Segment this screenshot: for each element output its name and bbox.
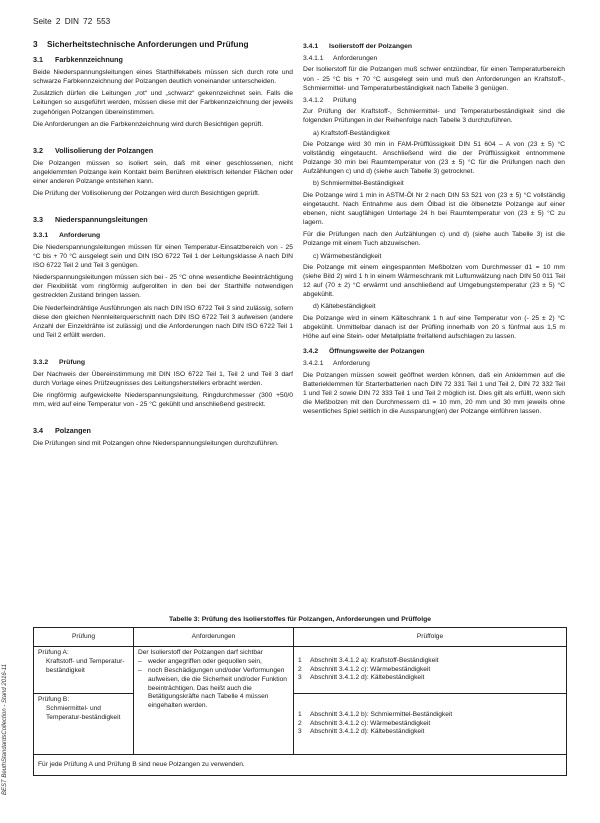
- paragraph: Zur Prüfung der Kraftstoff-, Schmiermittel- und Temperaturbeständigkeit sind die folgenden Prüfungen in der Reihenfolge nach Tabelle 3 durchzuführen.: [303, 108, 565, 125]
- paragraph: Die Prüfung der Vollisolierung der Polzangen wird durch Besichtigen geprüft.: [33, 190, 260, 198]
- paragraph: Die Prüfungen sind mit Polzangen ohne Niederspannungsleitungen durchzuführen.: [33, 440, 279, 448]
- sequence-step: 3 Abschnitt 3.4.1.2 d): Kältebeständigkeit: [298, 674, 425, 682]
- page-header: [33, 17, 110, 26]
- paragraph: Zusätzlich dürfen die Leitungen „rot“ und „schwarz“ gekennzeichnet sein. Falls die Leitungen so ausgeführt werden, müssen diese mit der Farbkennzeichnung der jeweils zugehörigen Polzangen übereinstimmen.: [33, 90, 293, 116]
- section-3-4-1-heading: 3.4.1 Isolierstoff der Polzangen: [303, 43, 413, 50]
- section-3-4-2-heading: 3.4.2 Öffnungsweite der Polzangen: [303, 348, 425, 356]
- paragraph: Beide Niederspannungsleitungen eines Starthilfekabels müssen sich durch rote und schwarze Farbkennzeichnung der Polzangen deutlich voneinander unterscheiden.: [33, 68, 293, 85]
- paragraph: Der Isolierstoff für die Polzangen muß schwer entzündbar, für einen Temperaturbereich von - 25 °C bis + 70 °C ausgelegt sein und muß den Anforderungen an Kraftstoff-, Schmiermittel- und Temperaturbeständigkeit nach Tabelle 3 genügen.: [303, 66, 565, 92]
- requirement-intro: Der Isolierstoff der Polzangen darf sichtbar: [138, 649, 263, 656]
- test-name-cell: [34, 647, 134, 694]
- section-3-3-heading: 3.3 Niederspannungsleitungen: [33, 215, 148, 225]
- paragraph: Die Nederfeindrähtige Ausführungen als nach DIN ISO 6722 Teil 3 sind zulässig, sofern diese den gleichen Nennleiterquerschnitt nach DIN ISO 6722 Teil 3 aufweisen (andere Anzahl der Einzeldrähte ist zulässig) und die Anforderungen nach DIN ISO 6722 Teil 1 und Teil 2 erfüllt werden.: [33, 304, 293, 340]
- section-3-4-heading: 3.4 Polzangen: [33, 426, 91, 436]
- test-label: Prüfung A:: [38, 649, 69, 656]
- item-c-text: Die Polzange mit einem eingespannten Meßbolzen vom Durchmesser d1 = 10 mm (siehe Bild 2) wird 1 h in einem Wärmeschrank mit Luftumwälzung nach DIN 50 011 Teil 12 auf (70 ± 2) °C erwärmt und anschließend auf Umgebungstemperatur (23 ± 5) °C abgekühlt.: [303, 263, 565, 299]
- right-column: [303, 42, 565, 419]
- section-3-4-2-1-heading: 3.4.2.1 Anforderung: [303, 360, 370, 368]
- table-footer-row: [34, 755, 567, 776]
- section-3-1-heading: 3.1 Farbkennzeichnung: [33, 54, 123, 64]
- item-a-title: a) Kraftstoff-Beständigkeit: [313, 129, 390, 137]
- requirement-item: – noch Beschädigungen und/oder Verformungen aufweisen, die die Sicherheit und/oder Funktion beeinträchtigen. Das heißt auch die Betätigungskräfte nach Tabelle 4 müssen eingehalten werden.: [138, 666, 287, 710]
- table-row: [34, 694, 567, 755]
- item-b-title: b) Schmiermittel-Beständigkeit: [313, 180, 404, 188]
- standard-number: DIN 72 553: [64, 17, 111, 26]
- paragraph: Niederspannungsleitungen müssen sich bei - 25 °C ohne wesentliche Beeinträchtigung der Flexibilität vom ringförmig aufgerollten in den bei der Starthilfe notwendigen gestreckten Zustand bringen lassen.: [33, 274, 293, 300]
- section-3-4-1-1-heading: 3.4.1.1 Anforderungen: [303, 55, 378, 63]
- column-header: Prüfung: [34, 628, 134, 647]
- paragraph: Die ringförmig aufgewickelte Niederspannungsleitung, Ringdurchmesser (300 +50/0 mm, wird auf eine Temperatur von - 25 °C gekühlt und anschließend gestreckt.: [33, 391, 293, 409]
- section-3-2-heading: 3.2 Vollisolierung der Polzangen: [33, 145, 154, 155]
- test-name-cell: [34, 694, 134, 755]
- test-description: Kraftstoff- und Temperatur-beständigkeit: [46, 657, 125, 674]
- paragraph: Die Anforderungen an die Farbkennzeichnung wird durch Besichtigen geprüft.: [33, 120, 264, 128]
- paragraph: Die Polzangen müssen soweit geöffnet werden können, daß ein Anklemmen auf die Batterieklemmen für Starterbatterien nach DIN 72 331 Teil 1 und Teil 2, DIN 72 332 Teil 1 und Teil 2 sowie DIN 72 333 Teil 1 und Teil 2 möglich ist. Dies gilt als erfüllt, wenn sich die Meßbolzen mit den Durchmessern d1 = 10 mm, 20 mm und 30 mm jeweils ohne wesentliches Spiel seitlich in die Aussparung(en) der Polzange einführen lassen.: [303, 371, 565, 416]
- column-header: Anforderungen: [134, 628, 294, 647]
- table-caption: Tabelle 3: Prüfung des Isolierstoffes für Polzangen, Anforderungen und Prüffolge: [168, 616, 432, 623]
- item-d-text: Die Polzange wird in einem Kälteschrank 1 h auf eine Temperatur von (- 25 ± 2) °C abgekühlt. Unmittelbar danach ist der Prüfling innerhalb von 20 s fünfmal aus 1,5 m Höhe auf eine Stein- oder Metallplatte freifallend aufschlagen zu lassen.: [303, 314, 565, 340]
- test-description: Schmiermittel- und Temperatur-beständigkeit: [46, 704, 121, 721]
- test-label: Prüfung B:: [38, 696, 70, 703]
- page-number: Seite 2: [33, 17, 61, 26]
- left-column: [33, 40, 293, 451]
- sequence-step: 3 Abschnitt 3.4.1.2 d): Kältebeständigkeit: [298, 728, 425, 736]
- table-3: [33, 627, 567, 776]
- section-3-3-1-heading: 3.3.1 Anforderung: [33, 232, 101, 240]
- sequence-step: 2 Abschnitt 3.4.1.2 c): Wärmebeständigkeit: [298, 665, 431, 673]
- section-3-heading: 3 Sicherheitstechnische Anforderungen und Prüfung: [33, 39, 249, 49]
- table-row: [34, 647, 567, 694]
- item-a-text: Die Polzange wird 30 min in FAM-Prüfflüssigkeit DIN 51 604 – A von (23 ± 5) °C vollständig eingetaucht. Anschließend wird die der Prüfflüssigkeit entnommene Polzange 30 min bei Raumtemperatur von (23 ± 5) °C für die Prüfungen nach den Aufzählungen c) und d) (siehe auch Tabelle 3) getrocknet.: [303, 140, 565, 176]
- sidebar-watermark: BEST BeuthStandardsCollection - Stand 2016-11: [2, 664, 8, 795]
- sequence-step: 2 Abschnitt 3.4.1.2 c): Wärmebeständigkeit: [298, 719, 431, 727]
- column-header: Prüffolge: [294, 628, 567, 647]
- section-3-3-2-heading: 3.3.2 Prüfung: [33, 359, 86, 367]
- section-3-4-1-2-heading: 3.4.1.2 Prüfung: [303, 96, 357, 104]
- sequence-cell: [294, 694, 567, 755]
- table-footer: Für jede Prüfung A und Prüfung B sind neue Polzangen zu verwenden.: [34, 755, 567, 776]
- sequence-step: 1 Abschnitt 3.4.1.2 b): Schmiermittel-Beständigkeit: [298, 710, 453, 718]
- paragraph: Die Polzangen müssen so isoliert sein, daß mit einer geschlossenen, nicht angeklemmten Polzange kein Kontakt beim Berühren elektrisch leitender Flächen oder einer anderen Polzange entstehen kann.: [33, 159, 293, 186]
- item-b-text-2: Für die Prüfungen nach den Aufzählungen c) und d) (siehe auch Tabelle 3) ist die Polzange mit einem Tuch abzuwischen.: [303, 231, 565, 248]
- sequence-cell: [294, 647, 567, 694]
- table-header-row: [34, 628, 567, 647]
- requirement-item: – weder angegriffen oder gequollen sein,: [138, 657, 262, 665]
- paragraph: Die Niederspannungsleitungen müssen für einen Temperatur-Einsatzbereich von - 25 °C bis + 70 °C ausgelegt sein und DIN ISO 6722 Teil 1 der Leitungsklasse A nach DIN ISO 6722 Teil 2 und Teil 3 genügen.: [33, 243, 293, 269]
- sequence-step: 1 Abschnitt 3.4.1.2 a): Kraftstoff-Beständigkeit: [298, 656, 439, 664]
- item-d-title: d) Kältebeständigkeit: [313, 303, 376, 311]
- item-c-title: c) Wärmebeständigkeit: [313, 252, 382, 260]
- item-b-text: Die Polzange wird 1 min in ASTM-Öl Nr 2 nach DIN 53 521 von (23 ± 5) °C vollständig eingetaucht. Nach Entnahme aus dem Ölbad ist die ölbenetzte Polzange auf einer ebenen, nicht saugfähigen Unterlage 24 h bei Raumtemperatur von (23 ± 5) °C zu lagern.: [303, 191, 565, 227]
- requirements-cell: [134, 647, 294, 755]
- paragraph: Der Nachweis der Übereinstimmung mit DIN ISO 6722 Teil 1, Teil 2 und Teil 3 darf durch Vorlage eines Prüfzeugnisses des Leitungsherstellers erbracht werden.: [33, 370, 293, 387]
